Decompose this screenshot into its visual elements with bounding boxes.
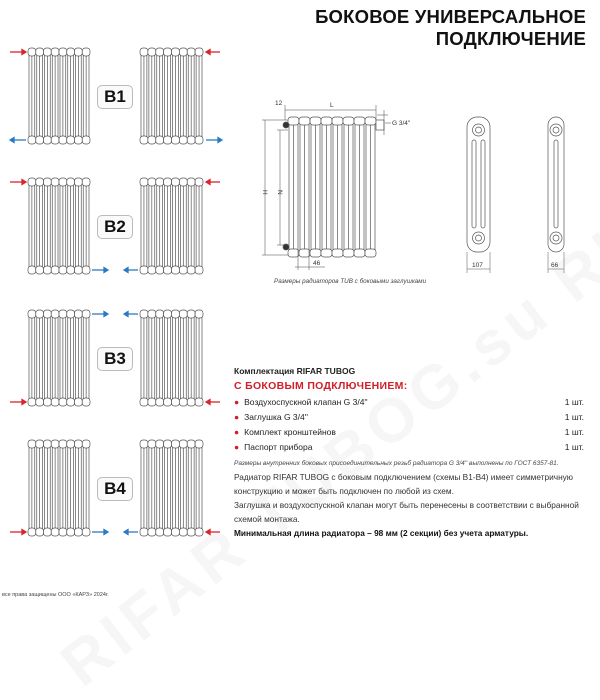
radiator-top-cap [164,310,172,318]
radiator-top-cap [148,178,156,186]
radiator-top-cap [75,178,83,186]
radiator-top-cap [51,440,59,448]
radiator-icon [140,310,203,406]
radiator-top-cap [44,440,52,448]
radiator-top-cap [36,310,44,318]
radiator-top-cap [59,48,67,56]
dim-h: H [261,190,268,195]
radiator-top-cap [75,310,83,318]
scheme-label-b4: B4 [97,477,133,501]
description-p1: Радиатор RIFAR TUBOG с боковым подключением (схемы B1-B4) имеет симметричную конструкцию и может быть подключен по любой из схем. [234,472,574,496]
description-p3: Минимальная длина радиатора – 98 мм (2 секции) без учета арматуры. [234,528,529,538]
radiator-top-cap [332,117,343,125]
radiator-top-cap [195,440,203,448]
title-line-2: ПОДКЛЮЧЕНИЕ [435,28,586,49]
radiator-bottom-cap [187,266,195,274]
radiator-bottom-cap [36,528,44,536]
kit-item-qty: 1 шт. [564,427,584,437]
radiator-top-cap [75,48,83,56]
flow-arrow-icon [206,400,220,405]
radiator-bottom-cap [140,266,148,274]
radiator-bottom-cap [148,398,156,406]
radiator-bottom-cap [28,398,36,406]
radiator-bottom-cap [67,528,75,536]
radiator-bottom-cap [164,266,172,274]
scheme-label-b2: B2 [97,215,133,239]
radiator-bottom-cap [156,136,164,144]
radiator-top-cap [187,440,195,448]
flow-arrow-icon [10,530,26,535]
radiator-bottom-cap [44,136,52,144]
radiator-bottom-cap [44,398,52,406]
drawing-caption: Размеры радиаторов TUB с боковыми заглушками [274,278,427,285]
radiator-bottom-cap [172,136,180,144]
scheme-label-b3: B3 [97,347,133,371]
radiator-bottom-cap [172,528,180,536]
flow-arrow-icon [206,50,220,55]
kit-item-name: Воздухоспускной клапан G 3/4'' [244,397,368,407]
kit-item [234,397,584,407]
flow-arrow-icon [10,50,26,55]
radiator-bottom-cap [164,136,172,144]
kit-item-name: Комплект кронштейнов [244,427,336,437]
description-p2: Заглушка и воздухоспускной клапан могут быть перенесены в соответствии с выбранной схемой монтажа. [234,500,579,524]
dimension-drawing [250,95,600,275]
radiator-bottom-cap [332,249,343,257]
kit-item-qty: 1 шт. [564,397,584,407]
dim-l: L [330,102,334,109]
radiator-bottom-cap [82,528,90,536]
radiator-bottom-cap [36,398,44,406]
radiator-bottom-cap [82,398,90,406]
radiator-top-cap [82,310,90,318]
title-line-1: БОКОВОЕ УНИВЕРСАЛЬНОЕ [315,6,586,27]
radiator-icon [28,178,90,274]
radiator-top-cap [28,178,36,186]
flow-arrow-icon [124,530,138,535]
radiator-bottom-cap [44,266,52,274]
radiator-bottom-cap [148,136,156,144]
radiator-top-cap [172,440,180,448]
flow-arrow-icon [92,268,108,273]
radiator-top-cap [321,117,332,125]
radiator-bottom-cap [44,528,52,536]
radiator-side-view-107 [467,117,490,273]
radiator-bottom-cap [156,528,164,536]
radiator-bottom-cap [75,266,83,274]
radiator-bottom-cap [51,398,59,406]
radiator-bottom-cap [195,528,203,536]
radiator-top-cap [140,440,148,448]
flow-arrow-icon [206,530,220,535]
flow-arrow-icon [10,400,26,405]
radiator-top-cap [156,310,164,318]
dim-12: 12 [275,100,283,107]
radiator-icon [140,178,203,274]
radiator-top-cap [179,310,187,318]
radiator-icon [28,48,90,144]
radiator-top-cap [44,48,52,56]
radiator-bottom-cap [172,398,180,406]
radiator-top-cap [365,117,376,125]
radiator-top-cap [164,178,172,186]
page-title [315,6,586,50]
radiator-bottom-cap [156,266,164,274]
kit-subheading: С БОКОВЫМ ПОДКЛЮЧЕНИЕМ: [234,380,408,392]
radiator-top-cap [310,117,321,125]
radiator-bottom-cap [75,528,83,536]
radiator-top-cap [82,178,90,186]
radiator-bottom-cap [288,249,299,257]
radiator-top-cap [156,178,164,186]
radiator-bottom-cap [156,398,164,406]
radiator-bottom-cap [179,136,187,144]
radiator-top-cap [59,440,67,448]
flow-arrow-icon [206,180,220,185]
dim-46: 46 [313,260,321,267]
radiator-bottom-cap [187,398,195,406]
radiator-bottom-cap [195,398,203,406]
radiator-bottom-cap [164,398,172,406]
radiator-top-cap [36,440,44,448]
radiator-top-cap [156,440,164,448]
flow-arrow-icon [92,312,108,317]
radiator-bottom-cap [59,398,67,406]
radiator-bottom-cap [164,528,172,536]
radiator-top-cap [36,48,44,56]
bullet-icon: ● [234,442,240,452]
bullet-icon: ● [234,412,240,422]
radiator-bottom-cap [67,398,75,406]
flow-arrow-icon [10,180,26,185]
kit-heading: Комплектация RIFAR TUBOG [234,366,356,376]
radiator-bottom-cap [51,266,59,274]
radiator-top-cap [75,440,83,448]
radiator-top-cap [187,310,195,318]
radiator-bottom-cap [28,136,36,144]
radiator-top-cap [67,440,75,448]
flow-arrow-icon [124,312,138,317]
radiator-top-cap [179,178,187,186]
radiator-bottom-cap [187,136,195,144]
radiator-bottom-cap [51,136,59,144]
radiator-bottom-cap [59,266,67,274]
radiator-top-cap [187,48,195,56]
radiator-bottom-cap [28,528,36,536]
radiator-bottom-cap [82,266,90,274]
radiator-bottom-cap [310,249,321,257]
radiator-bottom-cap [36,136,44,144]
radiator-bottom-cap [195,266,203,274]
radiator-bottom-cap [354,249,365,257]
radiator-top-cap [51,48,59,56]
flow-arrow-icon [10,138,26,143]
radiator-top-cap [195,178,203,186]
radiator-top-cap [354,117,365,125]
radiator-bottom-cap [365,249,376,257]
kit-section [234,366,584,467]
radiator-top-cap [172,48,180,56]
radiator-top-cap [195,310,203,318]
radiator-bottom-cap [51,528,59,536]
radiator-bottom-cap [140,528,148,536]
radiator-top-cap [44,178,52,186]
schemes-drawing [0,0,230,560]
kit-item-name: Паспорт прибора [244,442,313,452]
radiator-top-cap [82,440,90,448]
radiator-bottom-cap [59,528,67,536]
radiator-top-cap [195,48,203,56]
radiator-top-cap [164,48,172,56]
radiator-bottom-cap [148,528,156,536]
radiator-bottom-cap [343,249,354,257]
kit-item [234,427,584,437]
radiator-bottom-cap [299,249,310,257]
radiator-top-cap [148,48,156,56]
radiator-bottom-cap [82,136,90,144]
radiator-icon [28,440,90,536]
radiator-bottom-cap [75,136,83,144]
kit-item [234,412,584,422]
radiator-top-cap [172,310,180,318]
radiator-top-cap [179,48,187,56]
radiator-top-cap [156,48,164,56]
radiator-bottom-cap [187,528,195,536]
radiator-bottom-cap [140,136,148,144]
radiator-top-cap [187,178,195,186]
kit-item-qty: 1 шт. [564,442,584,452]
kit-item-qty: 1 шт. [564,412,584,422]
kit-item [234,442,584,452]
radiator-top-cap [148,440,156,448]
radiator-top-cap [36,178,44,186]
radiator-bottom-cap [148,266,156,274]
radiator-top-cap [67,310,75,318]
air-valve-icon [283,122,289,128]
radiator-top-cap [179,440,187,448]
description [234,470,588,540]
radiator-top-cap [28,440,36,448]
radiator-top-cap [51,310,59,318]
radiator-side-view-66 [548,117,564,273]
radiator-bottom-cap [140,398,148,406]
radiator-top-cap [67,178,75,186]
radiator-top-cap [59,178,67,186]
radiator-top-cap [59,310,67,318]
radiator-top-cap [140,178,148,186]
dim-66: 66 [551,262,559,269]
radiator-top-cap [51,178,59,186]
radiator-top-cap [164,440,172,448]
radiator-top-cap [82,48,90,56]
radiator-front-view [283,117,384,257]
radiator-top-cap [44,310,52,318]
radiator-top-cap [140,310,148,318]
dim-n: N [276,190,283,195]
flow-arrow-icon [206,138,222,143]
bullet-icon: ● [234,427,240,437]
radiator-bottom-cap [179,398,187,406]
flow-arrow-icon [92,530,108,535]
radiator-bottom-cap [195,136,203,144]
radiator-top-cap [148,310,156,318]
flow-arrow-icon [124,268,138,273]
radiator-top-cap [28,310,36,318]
radiator-bottom-cap [75,398,83,406]
radiator-icon [288,117,376,257]
radiator-top-cap [288,117,299,125]
radiator-bottom-cap [36,266,44,274]
dim-thread: G 3/4'' [392,120,411,127]
radiator-bottom-cap [179,266,187,274]
radiator-bottom-cap [67,136,75,144]
bullet-icon: ● [234,397,240,407]
kit-note: Размеры внутренних боковых присоединительных резьб радиатора G 3/4'' выполнены по ГОСТ 6357-81. [234,460,559,467]
radiator-bottom-cap [172,266,180,274]
radiator-icon [140,440,203,536]
radiator-bottom-cap [59,136,67,144]
radiator-top-cap [172,178,180,186]
radiator-icon [140,48,203,144]
radiator-bottom-cap [28,266,36,274]
scheme-label-b1: B1 [97,85,133,109]
radiator-top-cap [140,48,148,56]
radiator-top-cap [67,48,75,56]
radiator-bottom-cap [67,266,75,274]
radiator-top-cap [343,117,354,125]
radiator-bottom-cap [321,249,332,257]
copyright: все права защищены ООО «КАРЗ» 2024г. [2,592,109,598]
kit-item-name: Заглушка G 3/4'' [244,412,308,422]
radiator-icon [28,310,90,406]
dim-107: 107 [472,262,483,269]
radiator-top-cap [28,48,36,56]
radiator-bottom-cap [179,528,187,536]
connection-schemes [0,0,230,560]
thread-fitting [376,120,384,130]
radiator-top-cap [299,117,310,125]
